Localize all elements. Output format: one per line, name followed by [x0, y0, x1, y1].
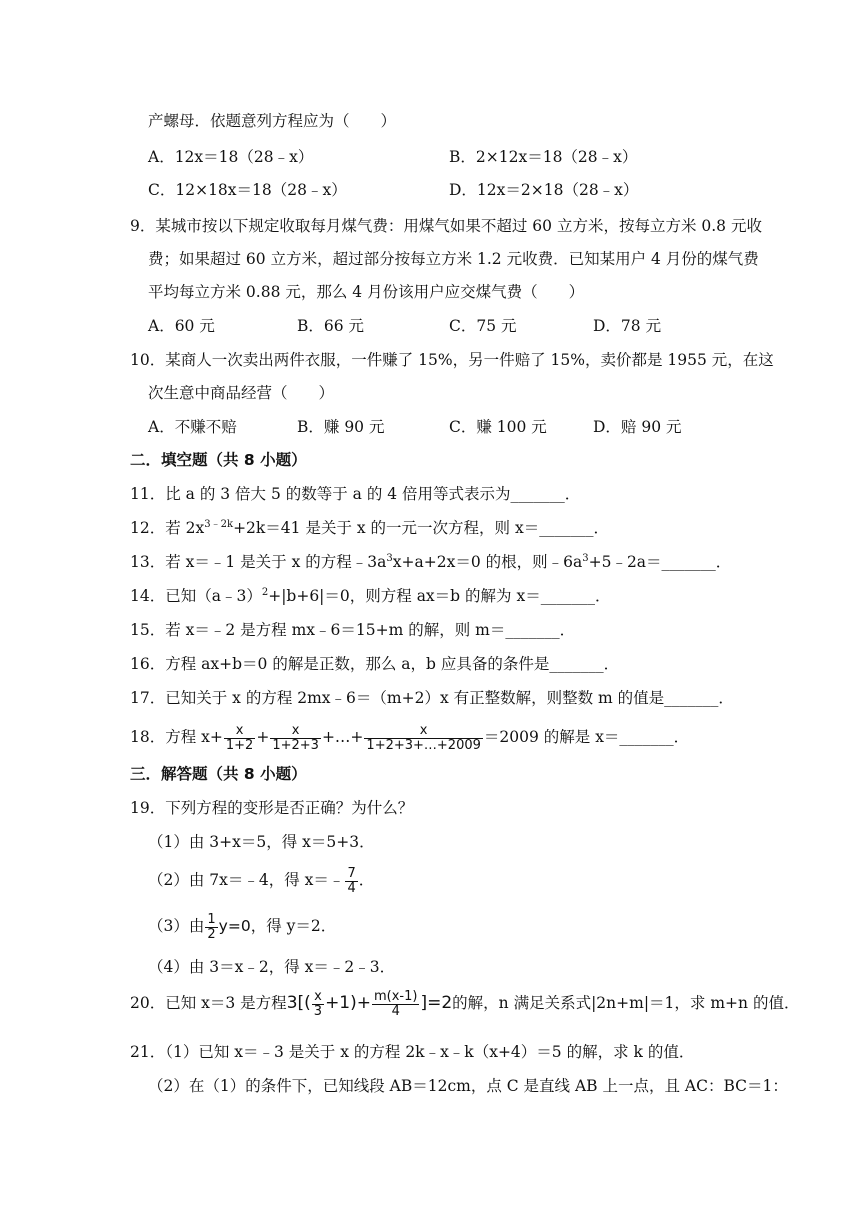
section-heading-fill-blank: 二．填空题（共 8 小题）: [130, 451, 307, 469]
q10-line-1: 10．某商人一次卖出两件衣服，一件赚了 15%，另一件赔了 15%，卖价都是 1955 元，在这: [130, 351, 774, 369]
q18-fraction-2: [270, 724, 321, 753]
q8-option-d: D．12x＝2×18（28﹣x）: [449, 181, 639, 199]
q8-option-b: B．2×12x＝18（28﹣x）: [449, 148, 638, 166]
q19-3-num: 1: [207, 911, 216, 927]
q18-f3-num: x: [419, 722, 428, 738]
q21-part-2: （2）在（1）的条件下，已知线段 AB＝12cm，点 C 是直线 AB 上一点，且 AC：BC＝1：: [148, 1077, 788, 1095]
q19-part-3: [148, 909, 336, 943]
q20-fraction-2: [372, 990, 419, 1019]
q20-text-b: 的解，n 满足关系式|2n+m|＝1，求 m+n 的值．: [452, 994, 800, 1012]
q14: [130, 586, 610, 606]
q20: [130, 986, 799, 1020]
q10-option-b: B．赚 90 元: [297, 418, 385, 436]
q19-part-2: [148, 863, 374, 897]
q10-line-2: 次生意中商品经营（ ）: [148, 384, 335, 402]
q11: 11．比 a 的 3 倍大 5 的数等于 a 的 4 倍用等式表示为_______．: [130, 485, 581, 503]
q15: 15．若 x＝﹣2 是方程 mx﹣6＝15+m 的解，则 m＝_______．: [130, 621, 576, 639]
q20-fraction-1: [312, 990, 324, 1019]
q19-3-text-a: （3）由: [148, 917, 205, 935]
q20-f2-den: 4: [372, 1004, 419, 1019]
q19-2-fraction: [345, 867, 357, 896]
q12-text-b: +2k＝41 是关于 x 的一元一次方程，则 x＝_______．: [233, 519, 609, 537]
q20-eq-2: +1)+: [325, 993, 371, 1013]
q18-f2-num: x: [291, 722, 300, 738]
q18-f1-num: x: [235, 722, 244, 738]
q18-text-b: ＝2009 的解是 x＝_______．: [483, 728, 690, 746]
q14-exponent: 2: [261, 586, 269, 598]
q13-text-b: x+a+2x＝0 的根，则﹣6a: [392, 553, 583, 571]
q18-f3-den: 1+2+3+…+2009: [366, 737, 481, 753]
q8-option-a: A．12x＝18（28﹣x）: [148, 148, 314, 166]
q19-3-y-eq: y=0: [218, 917, 251, 935]
q8-stem-tail: 产螺母．依题意列方程应为（ ）: [148, 112, 397, 130]
q18-fraction-3: [364, 724, 482, 753]
q9-option-d: D．78 元: [593, 317, 662, 335]
q12-text-a: 12．若 2x: [130, 519, 205, 537]
q14-text-b: +|b+6|＝0，则方程 ax＝b 的解为 x＝_______．: [268, 587, 611, 605]
q13: [130, 552, 731, 572]
q10-option-c: C．赚 100 元: [449, 418, 547, 436]
q16: 16．方程 ax+b＝0 的解是正数，那么 a，b 应具备的条件是_______．: [130, 655, 620, 673]
q20-f2-num: m(x-1): [374, 988, 418, 1004]
q9-option-b: B．66 元: [297, 317, 365, 335]
q10-option-a: A．不赚不赔: [148, 418, 237, 436]
q20-eq-3: ]=2: [420, 993, 453, 1013]
q20-f1-num: x: [314, 988, 322, 1004]
q18-fraction-1: [224, 724, 255, 753]
q18-dots: +…+: [321, 728, 364, 746]
q19: 19．下列方程的变形是否正确？为什么？: [130, 799, 414, 817]
q12-exponent: 3﹣2k: [204, 518, 234, 530]
q19-3-den: 2: [207, 926, 216, 942]
q9-line-2: 费；如果超过 60 立方米，超过部分按每立方米 1.2 元收费．已知某用户 4 月份的煤气费: [148, 250, 759, 268]
q19-2-den: 4: [347, 880, 356, 896]
q8-option-c: C．12×18x＝18（28﹣x）: [148, 181, 347, 199]
q18-plus: +: [256, 728, 270, 746]
q18-f2-den: 1+2+3: [272, 737, 319, 753]
q19-part-1: （1）由 3+x＝5，得 x＝5+3．: [148, 833, 375, 851]
q19-2-text-b: ．: [358, 871, 375, 889]
q12: [130, 518, 609, 538]
q14-text-a: 14．已知（a﹣3）: [130, 587, 262, 605]
q20-eq-1: 3[(: [286, 993, 311, 1013]
q18: [130, 722, 689, 753]
q19-3-text-b: ，得 y＝2．: [250, 917, 337, 935]
q19-3-fraction: [205, 913, 217, 942]
q20-f1-den: 3: [313, 1003, 323, 1019]
q17: 17．已知关于 x 的方程 2mx﹣6＝（m+2）x 有正整数解，则整数 m 的值是_______．: [130, 689, 734, 707]
q13-exp-1: 3: [386, 552, 393, 564]
q20-text-a: 20．已知 x＝3 是方程: [130, 994, 287, 1012]
q10-option-d: D．赔 90 元: [593, 418, 682, 436]
q13-text-c: +5﹣2a＝_______．: [588, 553, 732, 571]
q9-option-c: C．75 元: [449, 317, 517, 335]
q9-line-1: 9．某城市按以下规定收取每月煤气费：用煤气如果不超过 60 立方米，按每立方米 0.8 元收: [130, 217, 762, 235]
q19-2-num: 7: [347, 865, 356, 881]
q19-2-text-a: （2）由 7x＝﹣4，得 x＝﹣: [148, 871, 345, 889]
q18-text-a: 18．方程 x+: [130, 728, 223, 746]
q13-text-a: 13．若 x＝﹣1 是关于 x 的方程﹣3a: [130, 553, 387, 571]
q18-f1-den: 1+2: [225, 737, 254, 753]
q9-line-3: 平均每立方米 0.88 元，那么 4 月份该用户应交煤气费（ ）: [148, 283, 585, 301]
q13-exp-2: 3: [582, 552, 589, 564]
q21-part-1: 21．（1）已知 x＝﹣3 是关于 x 的方程 2k﹣x﹣k（x+4）＝5 的解，求 k 的值．: [130, 1043, 695, 1061]
q19-part-4: （4）由 3＝x﹣2，得 x＝﹣2﹣3．: [148, 958, 396, 976]
section-heading-solve: 三．解答题（共 8 小题）: [130, 765, 307, 783]
q9-option-a: A．60 元: [148, 317, 215, 335]
